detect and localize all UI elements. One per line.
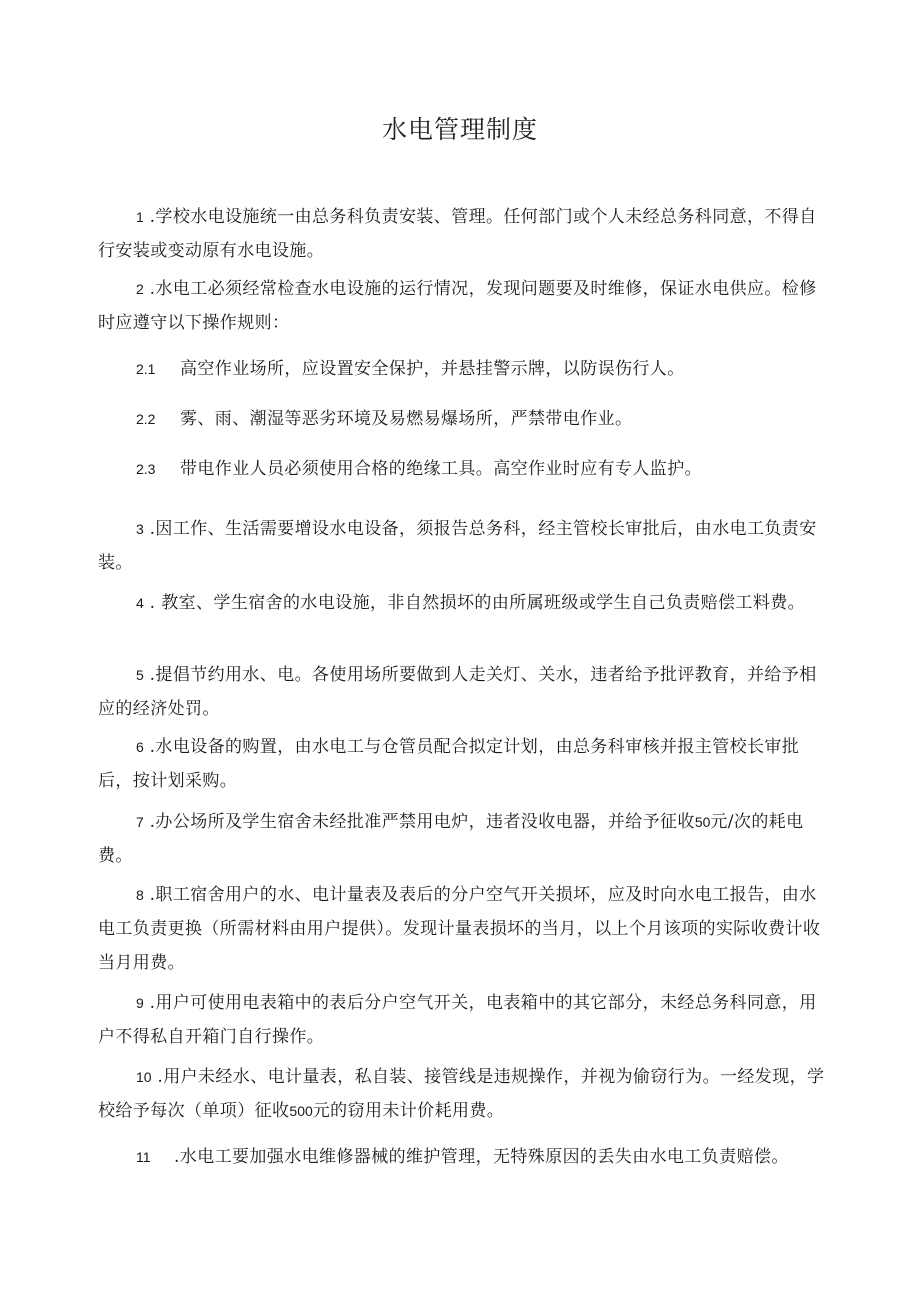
clause-10 bbox=[98, 1060, 828, 1128]
clause-text: .办公场所及学生宿舍未经批准严禁用电炉，违者没收电器，并给予征收 bbox=[149, 812, 695, 832]
clause-9 bbox=[98, 986, 828, 1054]
clause-number: 8 bbox=[136, 887, 144, 903]
clause-number: 3 bbox=[136, 521, 144, 537]
subclause-2-1 bbox=[136, 352, 836, 386]
clause-text: .水电工必须经常检查水电设施的运行情况，发现问题要及时维修，保证水电供应。检修时应遵守以下操作规则： bbox=[98, 279, 817, 333]
clause-text-tail: 元的窃用未计价耗用费。 bbox=[312, 1101, 505, 1121]
clause-8 bbox=[98, 878, 828, 980]
clause-text: .提倡节约用水、电。各使用场所要做到人走关灯、关水，违者给予批评教育，并给予相应的经济处罚。 bbox=[98, 665, 817, 719]
subclause-text: 带电作业人员必须使用合格的绝缘工具。高空作业时应有专人监护。 bbox=[180, 459, 702, 479]
clause-text: .用户可使用电表箱中的表后分户空气开关，电表箱中的其它部分，未经总务科同意，用户不得私自开箱门自行操作。 bbox=[98, 993, 817, 1047]
subclause-text: 雾、雨、潮湿等恶劣环境及易燃易爆场所，严禁带电作业。 bbox=[180, 409, 633, 429]
clause-text: .学校水电设施统一由总务科负责安装、管理。任何部门或个人未经总务科同意，不得自行安装或变动原有水电设施。 bbox=[98, 207, 817, 261]
clause-number: 2 bbox=[136, 281, 144, 297]
clause-4 bbox=[98, 586, 828, 620]
subclause-number: 2.3 bbox=[136, 461, 156, 477]
subclause-text: 高空作业场所，应设置安全保护，并悬挂警示牌，以防误伤行人。 bbox=[180, 359, 685, 379]
clause-3 bbox=[98, 512, 828, 580]
clause-text-tail: 元/次的耗电费。 bbox=[98, 812, 804, 866]
clause-number: 6 bbox=[136, 739, 144, 755]
fee-amount: 50 bbox=[694, 814, 711, 830]
subclause-2-3 bbox=[136, 452, 836, 486]
clause-7 bbox=[98, 805, 828, 873]
clause-number: 11 bbox=[136, 1149, 151, 1165]
clause-number: 7 bbox=[136, 814, 144, 830]
clause-text: .水电工要加强水电维修器械的维护管理，无特殊原因的丢失由水电工负责赔偿。 bbox=[174, 1147, 789, 1167]
clause-number: 1 bbox=[136, 209, 144, 225]
clause-5 bbox=[98, 658, 828, 726]
clause-number: 4 bbox=[136, 595, 144, 611]
clause-number: 9 bbox=[136, 995, 144, 1011]
clause-1 bbox=[98, 200, 828, 268]
clause-text: . 教室、学生宿舍的水电设施，非自然损坏的由所属班级或学生自己负责赔偿工料费。 bbox=[149, 593, 806, 613]
subclause-number: 2.1 bbox=[136, 361, 156, 377]
clause-number: 5 bbox=[136, 667, 144, 683]
subclause-2-2 bbox=[136, 402, 836, 436]
fee-amount: 500 bbox=[289, 1103, 313, 1119]
clause-text: .水电设备的购置，由水电工与仓管员配合拟定计划，由总务科审核并报主管校长审批后，按计划采购。 bbox=[98, 737, 800, 791]
subclause-number: 2.2 bbox=[136, 411, 156, 427]
clause-6 bbox=[98, 730, 828, 798]
document-title: 水电管理制度 bbox=[381, 115, 538, 144]
clause-text: .因工作、生活需要增设水电设备，须报告总务科，经主管校长审批后，由水电工负责安装。 bbox=[98, 519, 817, 573]
clause-2 bbox=[98, 272, 828, 340]
clause-text: .用户未经水、电计量表，私自装、接管线是违规操作，并视为偷窃行为。一经发现，学校给予每次（单项）征收 bbox=[98, 1067, 825, 1121]
clause-11 bbox=[136, 1140, 856, 1174]
clause-number: 10 bbox=[136, 1069, 152, 1085]
clause-text: .职工宿舍用户的水、电计量表及表后的分户空气开关损坏，应及时向水电工报告，由水电工负责更换（所需材料由用户提供）。发现计量表损坏的当月，以上个月该项的实际收费计收当月用费。 bbox=[98, 885, 821, 973]
